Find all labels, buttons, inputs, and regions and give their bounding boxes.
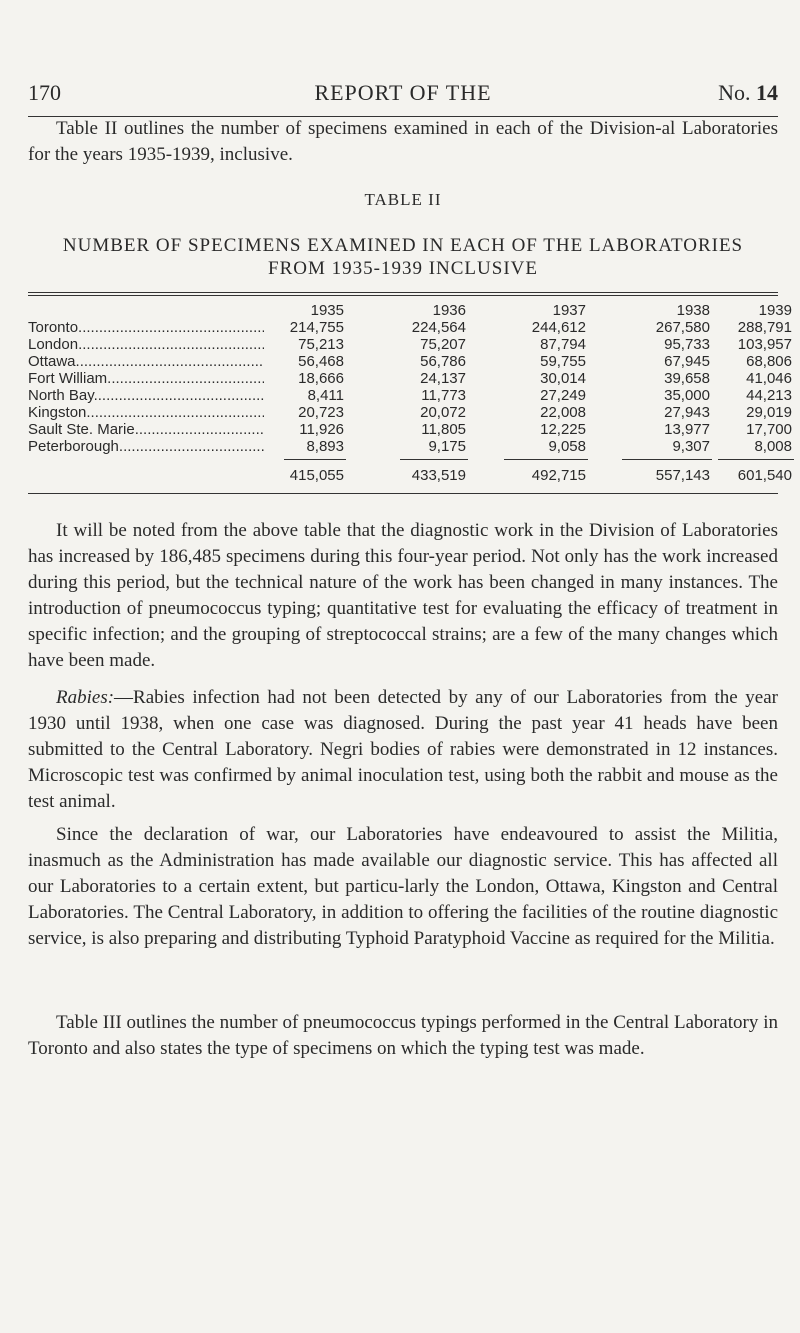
rabies-label: Rabies: bbox=[56, 687, 115, 708]
lab-name: Ottawa ..... bbox=[28, 353, 264, 370]
total-cell: 415,055 bbox=[289, 467, 344, 484]
total-cell: 601,540 bbox=[737, 467, 792, 484]
table-bottom-rule bbox=[28, 493, 778, 494]
table-top-rule-2 bbox=[28, 295, 778, 296]
total-cell: 492,715 bbox=[531, 467, 586, 484]
table-row bbox=[28, 319, 792, 336]
table-row bbox=[28, 353, 792, 370]
table-row bbox=[28, 438, 792, 455]
table-cell: 68,806 bbox=[746, 353, 792, 370]
sum-rule bbox=[622, 459, 712, 460]
issue-value: 14 bbox=[756, 80, 778, 105]
table-cell: 20,723 bbox=[298, 404, 344, 421]
table-row bbox=[28, 336, 792, 353]
rabies-text: —Rabies infection had not been detected by any of our Laboratories from the year 1930 until 1938, when one case was diagnosed. During the past year 41 heads have been submitted to the Central Laboratory. Negri bodies of rabies were demonstrated in 12 instances. Microscopic test was confirmed by animal inoculation test, using both the rabbit and mouse as the test animal. bbox=[28, 687, 778, 812]
table-cell: 214,755 bbox=[289, 319, 344, 336]
table-cell: 288,791 bbox=[737, 319, 792, 336]
table-cell: 44,213 bbox=[746, 387, 792, 404]
sum-rule bbox=[284, 459, 346, 460]
table-cell: 87,794 bbox=[540, 336, 586, 353]
table-three-paragraph: Table III outlines the number of pneumococcus typings performed in the Central Laboratory in Toronto and also states the type of specimens on which the typing test was made. bbox=[28, 1012, 778, 1059]
table-cell: 9,058 bbox=[548, 438, 586, 455]
specimens-table bbox=[28, 292, 792, 497]
table-cell: 56,786 bbox=[420, 353, 466, 370]
lab-name: Peterborough ..... bbox=[28, 438, 264, 455]
table-cell: 30,014 bbox=[540, 370, 586, 387]
table-cell: 67,945 bbox=[664, 353, 710, 370]
table-cell: 13,977 bbox=[664, 421, 710, 438]
table-cell: 22,008 bbox=[540, 404, 586, 421]
table-cell: 244,612 bbox=[531, 319, 586, 336]
table-cell: 20,072 bbox=[420, 404, 466, 421]
table-cell: 27,249 bbox=[540, 387, 586, 404]
sum-rule bbox=[718, 459, 794, 460]
issue-prefix: No. bbox=[718, 80, 751, 105]
table-row bbox=[28, 387, 792, 404]
sum-rule bbox=[400, 459, 468, 460]
table-cell: 9,307 bbox=[672, 438, 710, 455]
lab-name: Fort William ..... bbox=[28, 370, 264, 387]
table-cell: 24,137 bbox=[420, 370, 466, 387]
table-heading: NUMBER OF SPECIMENS EXAMINED IN EACH OF THE LABORATORIES bbox=[62, 235, 744, 256]
total-cell: 557,143 bbox=[655, 467, 710, 484]
table-top-rule bbox=[28, 292, 778, 293]
table-cell: 29,019 bbox=[746, 404, 792, 421]
table-label: TABLE II bbox=[364, 190, 442, 209]
table-cell: 27,943 bbox=[664, 404, 710, 421]
table-row bbox=[28, 404, 792, 421]
militia-paragraph: Since the declaration of war, our Laboratories have endeavoured to assist the Militia, inasmuch as the Administration has made available our diagnostic service. This has affected all our Laboratories to a certain extent, but particu-larly the London, Ottawa, Kingston and Central Laboratories. The Central Laboratory, in addition to offering the facilities of the routine diagnostic service, is also preparing and distributing Typhoid Paratyphoid Vaccine as required for the Militia. bbox=[28, 824, 778, 949]
analysis-paragraph: It will be noted from the above table that the diagnostic work in the Division of Laboratories has increased by 186,485 specimens during this four-year period. Not only has the work increased during this period, but the technical nature of the work has been changed in many instances. The introduction of pneumococcus typing; quantitative test for evaluating the efficacy of treatment in specific infection; and the grouping of streptococcal strains; are a few of the many changes which have been made. bbox=[28, 520, 778, 671]
lab-name: Sault Ste. Marie ..... bbox=[28, 421, 264, 438]
table-row bbox=[28, 421, 792, 438]
year-header: 1937 bbox=[552, 302, 586, 319]
lab-name: London ..... bbox=[28, 336, 264, 353]
table-cell: 39,658 bbox=[664, 370, 710, 387]
table-row bbox=[28, 370, 792, 387]
table-cell: 41,046 bbox=[746, 370, 792, 387]
table-cell: 75,213 bbox=[298, 336, 344, 353]
rabies-paragraph bbox=[28, 685, 778, 815]
page-number: 170 bbox=[28, 80, 61, 105]
table-cell: 11,805 bbox=[421, 421, 466, 438]
year-header: 1936 bbox=[432, 302, 466, 319]
table-header-row bbox=[28, 302, 792, 319]
year-header: 1938 bbox=[676, 302, 710, 319]
table-cell: 103,957 bbox=[737, 336, 792, 353]
table-cell: 267,580 bbox=[655, 319, 710, 336]
page-header bbox=[28, 80, 778, 120]
table-cell: 8,893 bbox=[306, 438, 344, 455]
table-cell: 11,773 bbox=[421, 387, 466, 404]
year-header: 1935 bbox=[310, 302, 344, 319]
intro-paragraph: Table II outlines the number of specimens examined in each of the Division-al Laboratories for the years 1935-1939, inclusive. bbox=[28, 118, 778, 165]
lab-name: Kingston ..... bbox=[28, 404, 264, 421]
table-cell: 17,700 bbox=[746, 421, 792, 438]
table-cell: 8,008 bbox=[754, 438, 792, 455]
table-subheading: FROM 1935-1939 INCLUSIVE bbox=[268, 258, 538, 279]
issue-number bbox=[718, 80, 778, 106]
table-cell: 12,225 bbox=[540, 421, 586, 438]
table-cell: 224,564 bbox=[411, 319, 466, 336]
year-header: 1939 bbox=[758, 302, 792, 319]
sum-rule bbox=[504, 459, 588, 460]
running-title: REPORT OF THE bbox=[314, 80, 492, 105]
table-cell: 9,175 bbox=[428, 438, 466, 455]
table-cell: 11,926 bbox=[299, 421, 344, 438]
table-cell: 95,733 bbox=[664, 336, 710, 353]
table-cell: 56,468 bbox=[298, 353, 344, 370]
total-cell: 433,519 bbox=[411, 467, 466, 484]
lab-name: Toronto ..... bbox=[28, 319, 264, 336]
lab-name: North Bay ..... bbox=[28, 387, 264, 404]
table-cell: 18,666 bbox=[298, 370, 344, 387]
table-cell: 59,755 bbox=[540, 353, 586, 370]
table-totals-row bbox=[28, 467, 792, 484]
table-cell: 35,000 bbox=[664, 387, 710, 404]
table-cell: 75,207 bbox=[420, 336, 466, 353]
table-cell: 8,411 bbox=[307, 387, 344, 404]
